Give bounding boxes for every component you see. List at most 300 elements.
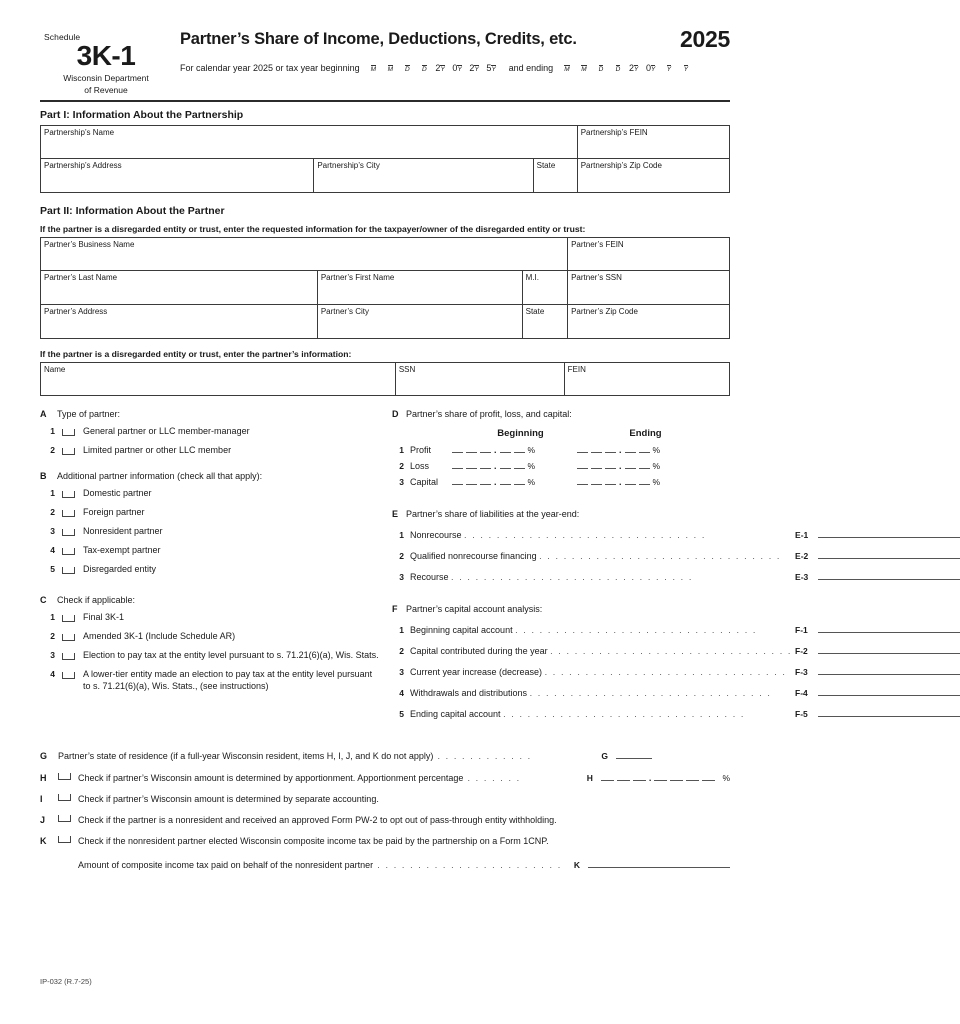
disregarded-fein-field[interactable]: FEIN [564,363,729,396]
section-f-title: Partner’s capital account analysis: [406,604,543,615]
partner-info-table [40,237,730,339]
end-date-digit-7[interactable] [660,63,675,74]
section-a-letter: A [40,409,47,420]
percent-symbol: % [527,461,536,472]
digit-slot [605,444,616,453]
ending-date-input[interactable] [558,63,694,74]
section-e-row-code: E-2 [795,551,809,562]
section-c-option-3[interactable] [40,650,380,662]
digit-slot [591,444,602,453]
item-k-value-input[interactable] [588,858,730,868]
item-j-row [40,815,730,825]
item-k-leader: . . . . . . . . . . . . . . . . . . . . . . . [373,860,566,871]
section-b-option-label: Tax-exempt partner [83,544,161,555]
digit-slot [480,460,491,469]
digit-slot [686,772,699,781]
section-e-row-label-group [410,530,792,540]
begin-date-digit-label: D [422,66,427,74]
partner-zip-field[interactable]: Partner’s Zip Code [568,305,730,339]
tax-year-line [180,63,730,74]
section-a-option-number: 1 [50,426,55,437]
item-g-label: Partner’s state of residence (if a full-year Wisconsin resident, items H, I, J, and K do not apply) [58,751,434,762]
partner-name-group [41,271,523,305]
partnership-fein-field[interactable]: Partnership’s FEIN [577,126,729,159]
section-f-row-label: Withdrawals and distributions [410,688,530,699]
section-d-column-headers [392,428,960,439]
section-b-option-2[interactable] [40,507,380,519]
begin-date-digit-value: 0 [452,63,458,74]
section-c-title-row [40,595,380,605]
section-f-row-3 [392,664,960,677]
section-c-option-checkbox[interactable] [62,615,75,622]
section-f-row-number: 2 [399,646,404,657]
section-b-option-number: 1 [50,488,55,499]
section-b-option-label: Disregarded entity [83,563,157,574]
decimal-point: . [494,477,497,488]
section-a-option-1[interactable] [40,426,380,438]
section-e-row-number: 2 [399,551,404,562]
section-f-row-label: Ending capital account [410,709,504,720]
section-d-capital-ending[interactable] [577,476,702,487]
section-e-row-number: 3 [399,572,404,583]
section-b-option-label: Domestic partner [83,488,152,499]
section-e-title-row [392,509,960,519]
section-b-option-number: 5 [50,563,55,574]
digit-slot [591,460,602,469]
section-c-letter: C [40,595,47,606]
item-i-row [40,794,730,804]
item-j-letter: J [40,815,46,826]
disregarded-name-field[interactable]: Name [41,363,396,396]
part-2-note-2: If the partner is a disregarded entity or trust, enter the partner’s information: [40,349,352,360]
section-c-option-number: 1 [50,612,55,623]
section-b-option-number: 2 [50,506,55,517]
item-g-leader: . . . . . . . . . . . . [433,751,536,762]
digit-slot [500,444,511,453]
digit-slot [670,772,683,781]
section-f-rows [392,622,960,719]
section-e-row-label: Recourse [410,572,452,583]
end-date-digit-2[interactable] [575,63,590,74]
digit-slot [639,476,650,485]
section-b-option-label: Nonresident partner [83,525,163,536]
item-g-code: G [601,751,608,762]
section-b-title: Additional partner information (check all that apply): [57,471,263,482]
section-f-row-label-group [410,688,792,698]
section-b-option-1[interactable] [40,488,380,500]
item-g-value-input[interactable] [616,749,652,759]
section-e-row-number: 1 [399,530,404,541]
begin-date-digit-8[interactable] [484,63,499,74]
item-i-label: Check if partner’s Wisconsin amount is determined by separate accounting. [78,794,379,805]
section-b-option-checkbox[interactable] [62,529,75,536]
section-f-title-row [392,604,960,614]
item-k-letter: K [40,836,47,847]
part-1-heading: Part I: Information About the Partnership [40,109,244,122]
section-d-row-number: 3 [399,477,404,488]
item-g-row [40,749,730,761]
digit-slot [639,460,650,469]
digit-slot [466,460,477,469]
digit-slot [577,444,588,453]
section-f-row-label-group [410,646,792,656]
section-e [392,509,960,582]
section-c-options [40,612,380,692]
begin-date-digit-3[interactable] [399,63,414,74]
section-d-profit-ending[interactable] [577,444,702,455]
section-f-row-4 [392,685,960,698]
section-b-option-number: 3 [50,525,55,536]
section-f-row-value-input[interactable] [818,706,960,717]
end-date-digit-4[interactable] [609,63,624,74]
section-a-option-number: 2 [50,445,55,456]
disregarded-ssn-field[interactable]: SSN [395,363,564,396]
table-row [41,126,730,159]
item-i-checkbox[interactable] [58,794,71,801]
decimal-point: . [648,773,652,784]
tax-year: 2025 [680,26,730,52]
header-title-block [172,28,730,74]
section-c-option-label: Election to pay tax at the entity level pursuant to s. 71.21(6)(a), Wis. Stats. [83,650,379,661]
section-e-row-label: Qualified nonrecourse financing [410,551,540,562]
begin-date-digit-value: 2 [469,63,475,74]
section-c-title: Check if applicable: [57,595,136,606]
section-d-capital-beginning[interactable] [452,476,577,487]
table-row [41,363,730,396]
section-c-option-label: A lower-tier entity made an election to pay tax at the entity level pursuant to s. 71.21(6)(a), Wis. Stats., (see instructions) [83,669,373,691]
section-f-row-label: Current year increase (decrease) [410,667,545,678]
digit-slot [480,476,491,485]
section-e-letter: E [392,509,399,520]
item-i-letter: I [40,794,43,805]
table-row [41,305,730,339]
begin-date-digit-7[interactable] [467,63,482,74]
section-a-title-row [40,409,380,419]
page-title: Partner’s Share of Income, Deductions, Credits, etc. [180,30,577,48]
section-d-title-row [392,409,960,419]
item-h-percentage-input[interactable] [601,772,719,783]
partnership-name-field[interactable]: Partnership’s Name [41,126,578,159]
digit-slot [577,460,588,469]
section-a-option-2[interactable] [40,445,380,457]
beginning-column-header: Beginning [497,428,544,440]
end-date-digit-6[interactable] [643,63,658,74]
begin-date-digit-label: D [405,66,410,74]
partnership-state-field[interactable]: State [533,159,577,193]
end-date-digit-label: M [564,66,570,74]
leader-dots: . . . . . . . . . . . . . . . . . . . . . . . . . . . . . . [550,646,793,657]
section-f-row-label-group [410,709,792,719]
decimal-point: . [619,477,622,488]
item-k-sub-label: Amount of composite income tax paid on behalf of the nonresident partner [78,860,374,871]
section-f-row-1 [392,622,960,635]
department-line-2: of Revenue [84,84,128,95]
begin-date-digit-6[interactable] [450,63,465,74]
section-c-option-label: Amended 3K-1 (Include Schedule AR) [83,631,236,642]
item-h-leader: . . . . . . . [463,773,525,784]
section-f [392,604,960,719]
section-f-row-label: Capital contributed during the year [410,646,551,657]
section-b-options [40,488,380,575]
partner-ssn-field[interactable]: Partner’s SSN [568,271,730,305]
leader-dots: . . . . . . . . . . . . . . . . . . . . . . . . . . . . . . [529,688,772,699]
percent-symbol: % [527,477,536,488]
begin-date-digit-label: Y [474,66,479,74]
left-column [40,409,380,733]
section-d-loss-ending[interactable] [577,460,702,471]
digit-slot [605,476,616,485]
section-a-option-checkbox[interactable] [62,448,75,455]
section-b-option-checkbox[interactable] [62,510,75,517]
digit-slot [605,460,616,469]
begin-date-digit-value: 5 [486,63,492,74]
section-b-letter: B [40,471,47,482]
partner-address-field[interactable]: Partner’s Address [41,305,317,338]
leader-dots: . . . . . . . . . . . . . . . . . . . . . . . . . . . . . . [503,709,746,720]
digit-slot [466,476,477,485]
section-f-row-5 [392,706,960,719]
begin-date-digit-1[interactable] [365,63,380,74]
sections-body [40,409,809,733]
section-d [392,409,960,487]
leader-dots: . . . . . . . . . . . . . . . . . . . . . . . . . . . . . . [451,572,693,583]
section-e-title: Partner’s share of liabilities at the year-end: [406,509,580,520]
section-f-row-code: F-1 [795,625,808,636]
leader-dots: . . . . . . . . . . . . . . . . . . . . . . . . . . . . . . [544,667,787,678]
section-f-row-number: 5 [399,709,404,720]
part-2-heading: Part II: Information About the Partner [40,205,225,218]
form-header [40,0,730,96]
header-divider [40,100,730,102]
item-k-code: K [573,860,580,871]
partner-middle-initial-field[interactable]: M.I. [522,271,567,305]
item-j-checkbox[interactable] [58,815,71,822]
section-c-option-checkbox[interactable] [62,634,75,641]
begin-date-digit-label: Y [491,66,496,74]
section-c-option-4[interactable] [40,669,380,693]
part-2-note-1: If the partner is a disregarded entity or trust, enter the requested information for the taxpayer/owner of the disregarded entity or trust: [40,224,586,235]
begin-date-digit-2[interactable] [382,63,397,74]
digit-slot [633,772,646,781]
section-f-row-2 [392,643,960,656]
section-c-option-2[interactable] [40,631,380,643]
section-f-row-number: 4 [399,688,404,699]
decimal-point: . [619,445,622,456]
leader-dots: . . . . . . . . . . . . . . . . . . . . . . . . . . . . . . [539,551,782,562]
section-d-row-2 [392,460,960,471]
section-e-row-2 [392,548,960,561]
section-e-row-label: Nonrecourse [410,530,465,541]
section-d-rows [392,444,960,487]
begin-date-digit-label: Y [440,66,445,74]
calendar-year-text: For calendar year 2025 or tax year beginning [180,63,360,74]
partner-fein-field[interactable]: Partner’s FEIN [568,238,730,271]
section-e-row-3 [392,569,960,582]
end-date-digit-label: Y [633,66,639,74]
section-f-row-value-input[interactable] [818,685,960,696]
leader-dots: . . . . . . . . . . . . . . . . . . . . . . . . . . . . . . [464,530,706,541]
section-f-row-value-input[interactable] [818,664,960,675]
table-row [41,271,730,305]
section-d-row-number: 1 [399,445,404,456]
digit-slot [702,772,715,781]
partner-city-field[interactable]: Partner’s City [320,307,370,317]
percent-symbol: % [652,445,661,456]
schedule-number: 3K-1 [76,40,136,71]
section-f-row-code: F-3 [795,667,808,678]
section-b-option-3[interactable] [40,526,380,538]
section-e-row-value-input[interactable] [818,548,960,559]
section-f-row-number: 1 [399,625,404,636]
partner-address-group [41,305,523,339]
section-d-profit-beginning[interactable] [452,444,577,455]
item-h-letter: H [40,773,47,784]
section-c-option-checkbox[interactable] [62,653,75,660]
table-row [41,238,730,271]
section-b-option-checkbox[interactable] [62,548,75,555]
bottom-items [40,749,730,870]
decimal-point: . [494,445,497,456]
section-f-row-code: F-4 [795,688,808,699]
digit-slot [480,444,491,453]
digit-slot [654,772,667,781]
section-b [40,471,380,575]
section-b-option-checkbox[interactable] [62,567,75,574]
section-e-row-label-group [410,572,792,582]
department-name [40,73,172,96]
end-date-digit-1[interactable] [558,63,573,74]
end-date-digit-8[interactable] [677,63,692,74]
digit-slot [625,444,636,453]
digit-slot [591,476,602,485]
end-date-digit-label: Y [666,66,672,74]
begin-date-digit-label: M [370,66,377,74]
begin-date-digit-4[interactable] [416,63,431,74]
and-ending-text: and ending [508,63,554,74]
digit-slot [625,460,636,469]
section-d-loss-beginning[interactable] [452,460,577,471]
begin-date-digit-5[interactable] [433,63,448,74]
section-e-row-label-group [410,551,792,561]
section-f-letter: F [392,604,398,615]
partnership-address-city-group [41,159,534,193]
footer-form-id: IP-032 (R.7-25) [40,977,92,986]
end-date-digit-value: 2 [628,63,634,74]
digit-slot [617,772,630,781]
item-k-label: Check if the nonresident partner elected Wisconsin composite income tax be paid by the partnership on a Form 1CNP. [78,836,549,847]
section-c-option-checkbox[interactable] [62,672,75,679]
section-f-row-label-group [410,625,792,635]
table-row [41,159,730,193]
digit-slot [452,444,463,453]
item-k-row [40,836,730,846]
item-h-checkbox[interactable] [58,773,71,780]
section-a-option-label: Limited partner or other LLC member [83,445,232,456]
partner-state-field[interactable]: State [522,305,567,339]
percent-symbol: % [652,477,661,488]
section-d-row-1 [392,444,960,455]
begin-date-digit-label: Y [457,66,462,74]
item-h-label: Check if partner’s Wisconsin amount is determined by apportionment. Apportionment percentage [78,773,464,784]
section-d-title: Partner’s share of profit, loss, and capital: [406,409,572,420]
section-c-option-1[interactable] [40,612,380,624]
section-d-row-label: Capital [410,477,439,488]
partner-first-name-field[interactable]: Partner’s First Name [320,273,395,283]
section-a-option-checkbox[interactable] [62,429,75,436]
digit-slot [500,460,511,469]
section-d-row-label: Profit [410,445,432,456]
section-c-option-number: 2 [50,631,55,642]
item-k-amount-row [40,858,730,870]
section-e-rows [392,527,960,582]
partnership-zip-field[interactable]: Partnership’s Zip Code [577,159,729,193]
section-b-option-checkbox[interactable] [62,491,75,498]
end-date-digit-value: 0 [645,63,651,74]
partner-last-name-field[interactable]: Partner’s Last Name [41,271,317,304]
item-h-code: H [586,773,593,784]
decimal-point: . [494,461,497,472]
end-date-digit-label: D [615,66,621,74]
digit-slot [601,772,614,781]
partnership-city-field[interactable]: Partnership’s City [317,161,380,171]
digit-slot [452,460,463,469]
end-date-digit-3[interactable] [592,63,607,74]
schedule-identity-block [40,28,172,96]
right-column [380,409,960,733]
section-e-row-1 [392,527,960,540]
beginning-date-input[interactable] [365,63,501,74]
end-date-digit-5[interactable] [626,63,641,74]
digit-slot [514,460,525,469]
section-b-option-number: 4 [50,544,55,555]
section-a-title: Type of partner: [57,409,121,420]
item-g-letter: G [40,751,48,762]
section-d-row-label: Loss [410,461,430,472]
digit-slot [514,444,525,453]
percent-symbol: % [652,461,661,472]
section-e-row-value-input[interactable] [818,527,960,538]
item-k-checkbox[interactable] [58,836,71,843]
section-e-row-code: E-1 [795,530,809,541]
section-b-option-label: Foreign partner [83,506,145,517]
section-c-option-number: 3 [50,650,55,661]
end-date-digit-label: M [581,66,587,74]
department-line-1: Wisconsin Department [63,73,149,84]
decimal-point: . [619,461,622,472]
section-d-row-3 [392,476,960,487]
partner-business-name-field[interactable]: Partner’s Business Name [41,238,568,271]
item-j-label: Check if the partner is a nonresident and received an approved Form PW-2 to opt out of pass-through entity withholding. [78,815,557,826]
section-d-row-number: 2 [399,461,404,472]
section-c [40,595,380,692]
digit-slot [500,476,511,485]
partnership-address-field[interactable]: Partnership’s Address [41,159,314,192]
section-f-row-value-input[interactable] [818,643,960,654]
section-b-option-4[interactable] [40,545,380,557]
schedule-word: Schedule [44,32,81,42]
section-e-row-code: E-3 [795,572,809,583]
begin-date-digit-label: M [387,66,394,74]
section-b-option-5[interactable] [40,564,380,576]
disregarded-partner-table [40,362,730,396]
section-f-row-value-input[interactable] [818,622,960,633]
section-f-row-code: F-2 [795,646,808,657]
section-c-option-number: 4 [50,669,55,680]
section-a-options [40,426,380,457]
item-h-row [40,772,730,783]
section-e-row-value-input[interactable] [818,569,960,580]
digit-slot [625,476,636,485]
